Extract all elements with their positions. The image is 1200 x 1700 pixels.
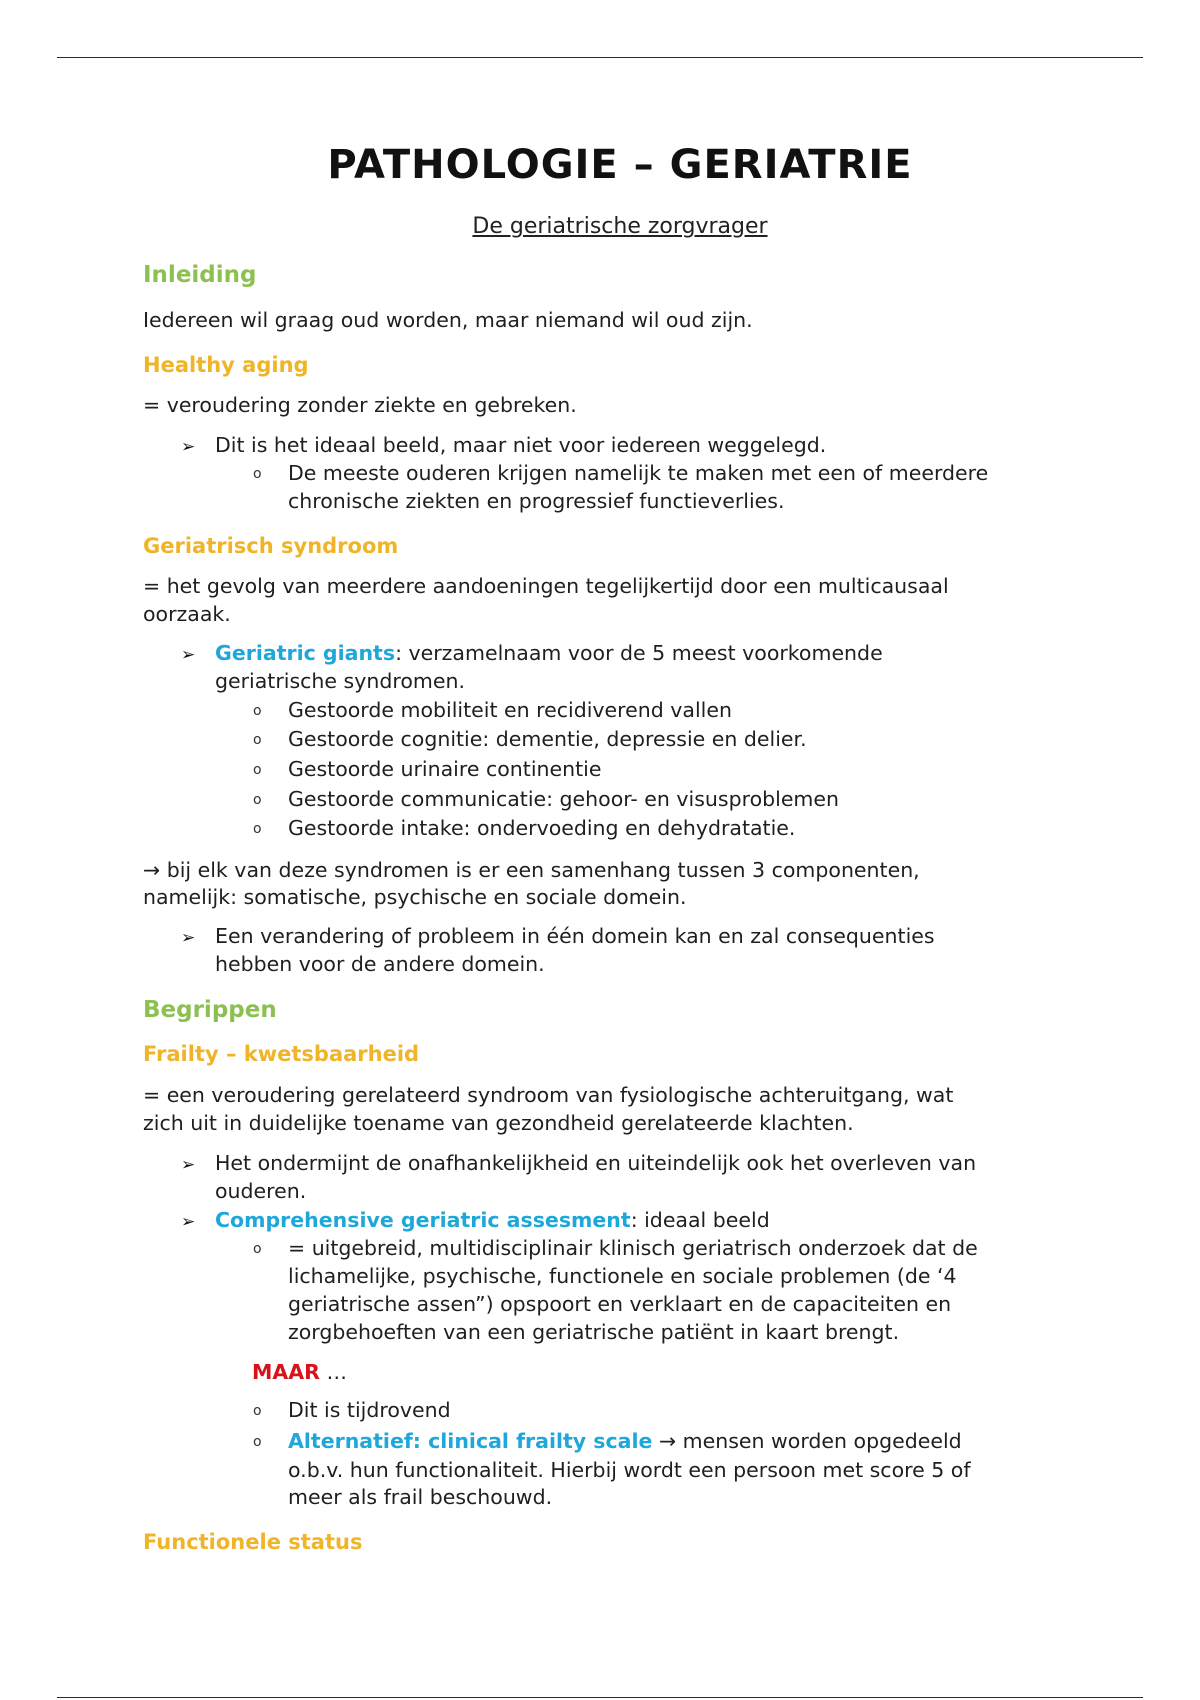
maar-line bbox=[252, 1360, 347, 1384]
cga-sub-line: lichamelijke, psychische, functionele en sociale problemen (de ‘4 bbox=[288, 1264, 957, 1288]
cga-term: Comprehensive geriatric assesment bbox=[215, 1208, 631, 1232]
alt-line3: meer als frail beschouwd. bbox=[288, 1485, 553, 1509]
alt-line2: o.b.v. hun functionaliteit. Hierbij wordt een persoon met score 5 of bbox=[288, 1458, 971, 1482]
syndroom-def-line1: = het gevolg van meerdere aandoeningen tegelijkertijd door een multicausaal bbox=[143, 574, 949, 598]
circle-bullet-icon: o bbox=[253, 1403, 262, 1419]
alt-rest: → mensen worden opgedeeld bbox=[652, 1429, 962, 1453]
giants-term: Geriatric giants bbox=[215, 641, 396, 665]
giants-rest: : verzamelnaam voor de 5 meest voorkomende bbox=[395, 641, 883, 665]
healthy-aging-sub-line1: De meeste ouderen krijgen namelijk te maken met een of meerdere bbox=[288, 461, 989, 485]
list-item: Gestoorde intake: ondervoeding en dehydratatie. bbox=[288, 816, 796, 840]
heading-geriatrisch-syndroom: Geriatrisch syndroom bbox=[143, 534, 399, 558]
circle-bullet-icon: o bbox=[253, 703, 262, 719]
frailty-b1-line2: ouderen. bbox=[215, 1179, 307, 1203]
arrow-bullet-icon: ➢ bbox=[181, 437, 196, 457]
samenhang-line2: namelijk: somatische, psychische en sociale domein. bbox=[143, 885, 687, 909]
list-item: Gestoorde mobiliteit en recidiverend vallen bbox=[288, 698, 732, 722]
arrow-bullet-icon: ➢ bbox=[181, 645, 196, 665]
bottom-rule bbox=[57, 1697, 1143, 1698]
top-rule bbox=[57, 57, 1143, 58]
frailty-b1-line1: Het ondermijnt de onafhankelijkheid en uiteindelijk ook het overleven van bbox=[215, 1151, 977, 1175]
circle-bullet-icon: o bbox=[253, 792, 262, 808]
healthy-aging-definition: = veroudering zonder ziekte en gebreken. bbox=[143, 393, 577, 417]
syndroom-def-line2: oorzaak. bbox=[143, 602, 231, 626]
cga-rest: : ideaal beeld bbox=[630, 1208, 770, 1232]
domain-line1: Een verandering of probleem in één domein kan en zal consequenties bbox=[215, 924, 935, 948]
alt-line1 bbox=[288, 1429, 962, 1453]
frailty-def-line1: = een veroudering gerelateerd syndroom van fysiologische achteruitgang, wat bbox=[143, 1083, 954, 1107]
giants-line1 bbox=[215, 641, 883, 665]
frailty-def-line2: zich uit in duidelijke toename van gezondheid gerelateerde klachten. bbox=[143, 1111, 854, 1135]
list-item: Gestoorde communicatie: gehoor- en visusproblemen bbox=[288, 787, 840, 811]
page-title: PATHOLOGIE – GERIATRIE bbox=[327, 142, 913, 188]
arrow-bullet-icon: ➢ bbox=[181, 928, 196, 948]
maar-rest: … bbox=[319, 1360, 347, 1384]
inleiding-text: Iedereen wil graag oud worden, maar niemand wil oud zijn. bbox=[143, 308, 753, 332]
circle-bullet-icon: o bbox=[253, 732, 262, 748]
circle-bullet-icon: o bbox=[253, 1434, 262, 1450]
list-item: Gestoorde urinaire continentie bbox=[288, 757, 602, 781]
healthy-aging-sub-line2: chronische ziekten en progressief functieverlies. bbox=[288, 489, 785, 513]
giants-line2: geriatrische syndromen. bbox=[215, 669, 465, 693]
circle-bullet-icon: o bbox=[253, 762, 262, 778]
heading-healthy-aging: Healthy aging bbox=[143, 353, 309, 377]
heading-functionele-status: Functionele status bbox=[143, 1530, 363, 1554]
cga-sub-line: zorgbehoeften van een geriatrische patiënt in kaart brengt. bbox=[288, 1320, 900, 1344]
list-item: Gestoorde cognitie: dementie, depressie en delier. bbox=[288, 727, 807, 751]
circle-bullet-icon: o bbox=[253, 1241, 262, 1257]
arrow-bullet-icon: ➢ bbox=[181, 1155, 196, 1175]
tijdrovend-line: Dit is tijdrovend bbox=[288, 1398, 451, 1422]
arrow-bullet-icon: ➢ bbox=[181, 1212, 196, 1232]
heading-begrippen: Begrippen bbox=[143, 997, 277, 1023]
circle-bullet-icon: o bbox=[253, 466, 262, 482]
circle-bullet-icon: o bbox=[253, 821, 262, 837]
domain-line2: hebben voor de andere domein. bbox=[215, 952, 545, 976]
healthy-aging-bullet: Dit is het ideaal beeld, maar niet voor iedereen weggelegd. bbox=[215, 433, 827, 457]
samenhang-line1: → bij elk van deze syndromen is er een samenhang tussen 3 componenten, bbox=[143, 858, 920, 882]
alt-term: Alternatief: clinical frailty scale bbox=[288, 1429, 653, 1453]
cga-sub-line: = uitgebreid, multidisciplinair klinisch geriatrisch onderzoek dat de bbox=[288, 1236, 978, 1260]
cga-line bbox=[215, 1208, 770, 1232]
heading-inleiding: Inleiding bbox=[143, 262, 257, 288]
maar-word: MAAR bbox=[252, 1360, 320, 1384]
heading-frailty: Frailty – kwetsbaarheid bbox=[143, 1042, 420, 1066]
cga-sub-line: geriatrische assen”) opspoort en verklaart en de capaciteiten en bbox=[288, 1292, 952, 1316]
page-subtitle: De geriatrische zorgvrager bbox=[472, 214, 768, 239]
